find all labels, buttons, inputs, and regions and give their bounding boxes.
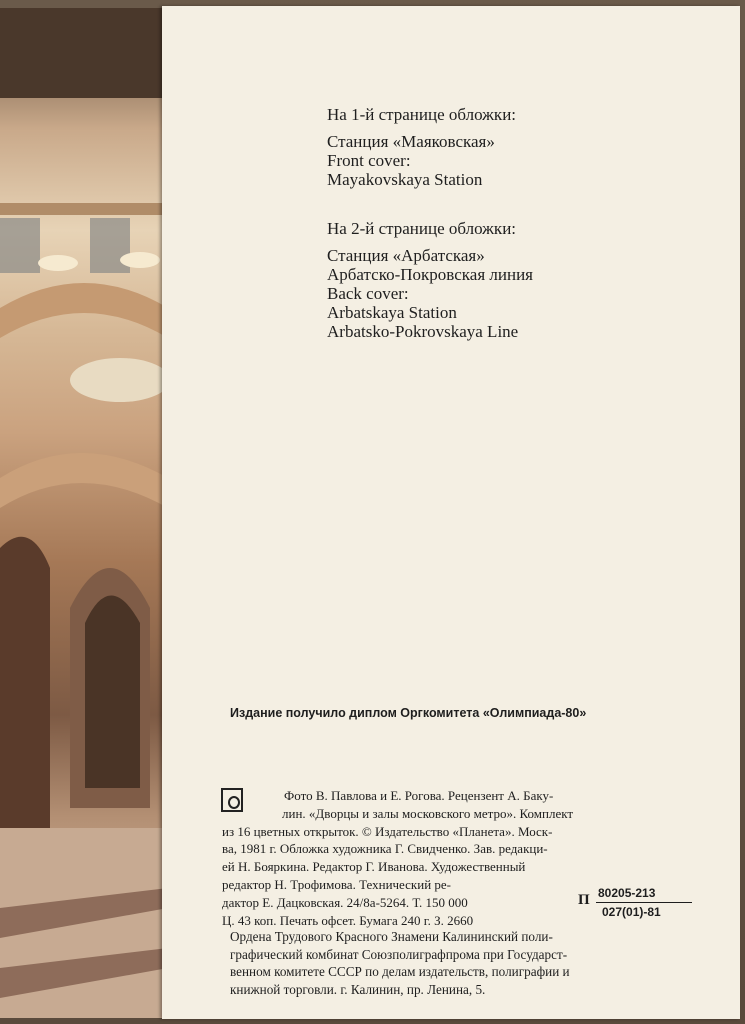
front-cover-heading: На 1-й странице обложки: <box>327 105 517 124</box>
imprint-line: ва, 1981 г. Обложка художника Г. Свидченко. Зав. редакци- <box>222 841 548 857</box>
back-cover-line-en: Arbatsko-Pokrovskaya Line <box>327 322 519 341</box>
imprint-line: редактор Н. Трофимова. Технический ре- <box>222 876 452 892</box>
olympiad-award-note: Издание получило диплом Оргкомитета «Олимпиада-80» <box>230 706 587 720</box>
front-cover-station-ru: Станция «Маяковская» <box>327 132 495 151</box>
back-cover-station-ru: Станция «Арбатская» <box>327 246 485 265</box>
imprint-line: из 16 цветных открыток. © Издательство «Планета». Моск- <box>222 823 553 839</box>
front-cover-caption <box>327 105 516 189</box>
printer-line: книжной торговли. г. Калинин, пр. Ленина, 5. <box>230 981 486 997</box>
printer-line: Ордена Трудового Красного Знамени Калининский поли- <box>230 929 553 944</box>
printer-line: венном комитете СССР по делам издательств, полиграфии и <box>230 964 570 980</box>
arch-illustration <box>0 8 168 1018</box>
front-cover-station-en: Mayakovskaya Station <box>327 170 483 189</box>
fraction-bar <box>596 902 692 903</box>
back-cover-caption <box>327 219 533 341</box>
back-cover-station-en: Arbatskaya Station <box>327 303 457 322</box>
price-code-denominator: 027(01)-81 <box>602 905 661 919</box>
imprint-line: Ц. 43 коп. Печать офсет. Бумага 240 г. З. 2660 <box>222 912 474 928</box>
back-cover-label-en: Back cover: <box>327 284 409 303</box>
metro-station-photo <box>0 8 168 1018</box>
imprint-line: ей Н. Бояркина. Редактор Г. Иванова. Художественный <box>222 859 526 875</box>
imprint-line: лин. «Дворцы и залы московского метро». Комплект <box>282 805 574 821</box>
imprint-line: дактор Е. Дацковская. 24/8а-5264. Т. 150 000 <box>222 894 468 910</box>
printer-block <box>230 928 685 998</box>
publisher-logo-icon <box>221 788 243 812</box>
front-cover-label-en: Front cover: <box>327 151 411 170</box>
back-cover-line-ru: Арбатско-Покровская линия <box>327 265 533 284</box>
price-code-numerator: 80205-213 <box>598 886 656 900</box>
back-cover-heading: На 2-й странице обложки: <box>327 219 517 238</box>
back-cover-page <box>162 6 740 1019</box>
printer-line: графический комбинат Союзполиграфпрома при Государст- <box>230 946 568 962</box>
price-code-prefix: П <box>578 892 590 908</box>
imprint-line: Фото В. Павлова и Е. Рогова. Рецензент А. Баку- <box>284 788 554 803</box>
